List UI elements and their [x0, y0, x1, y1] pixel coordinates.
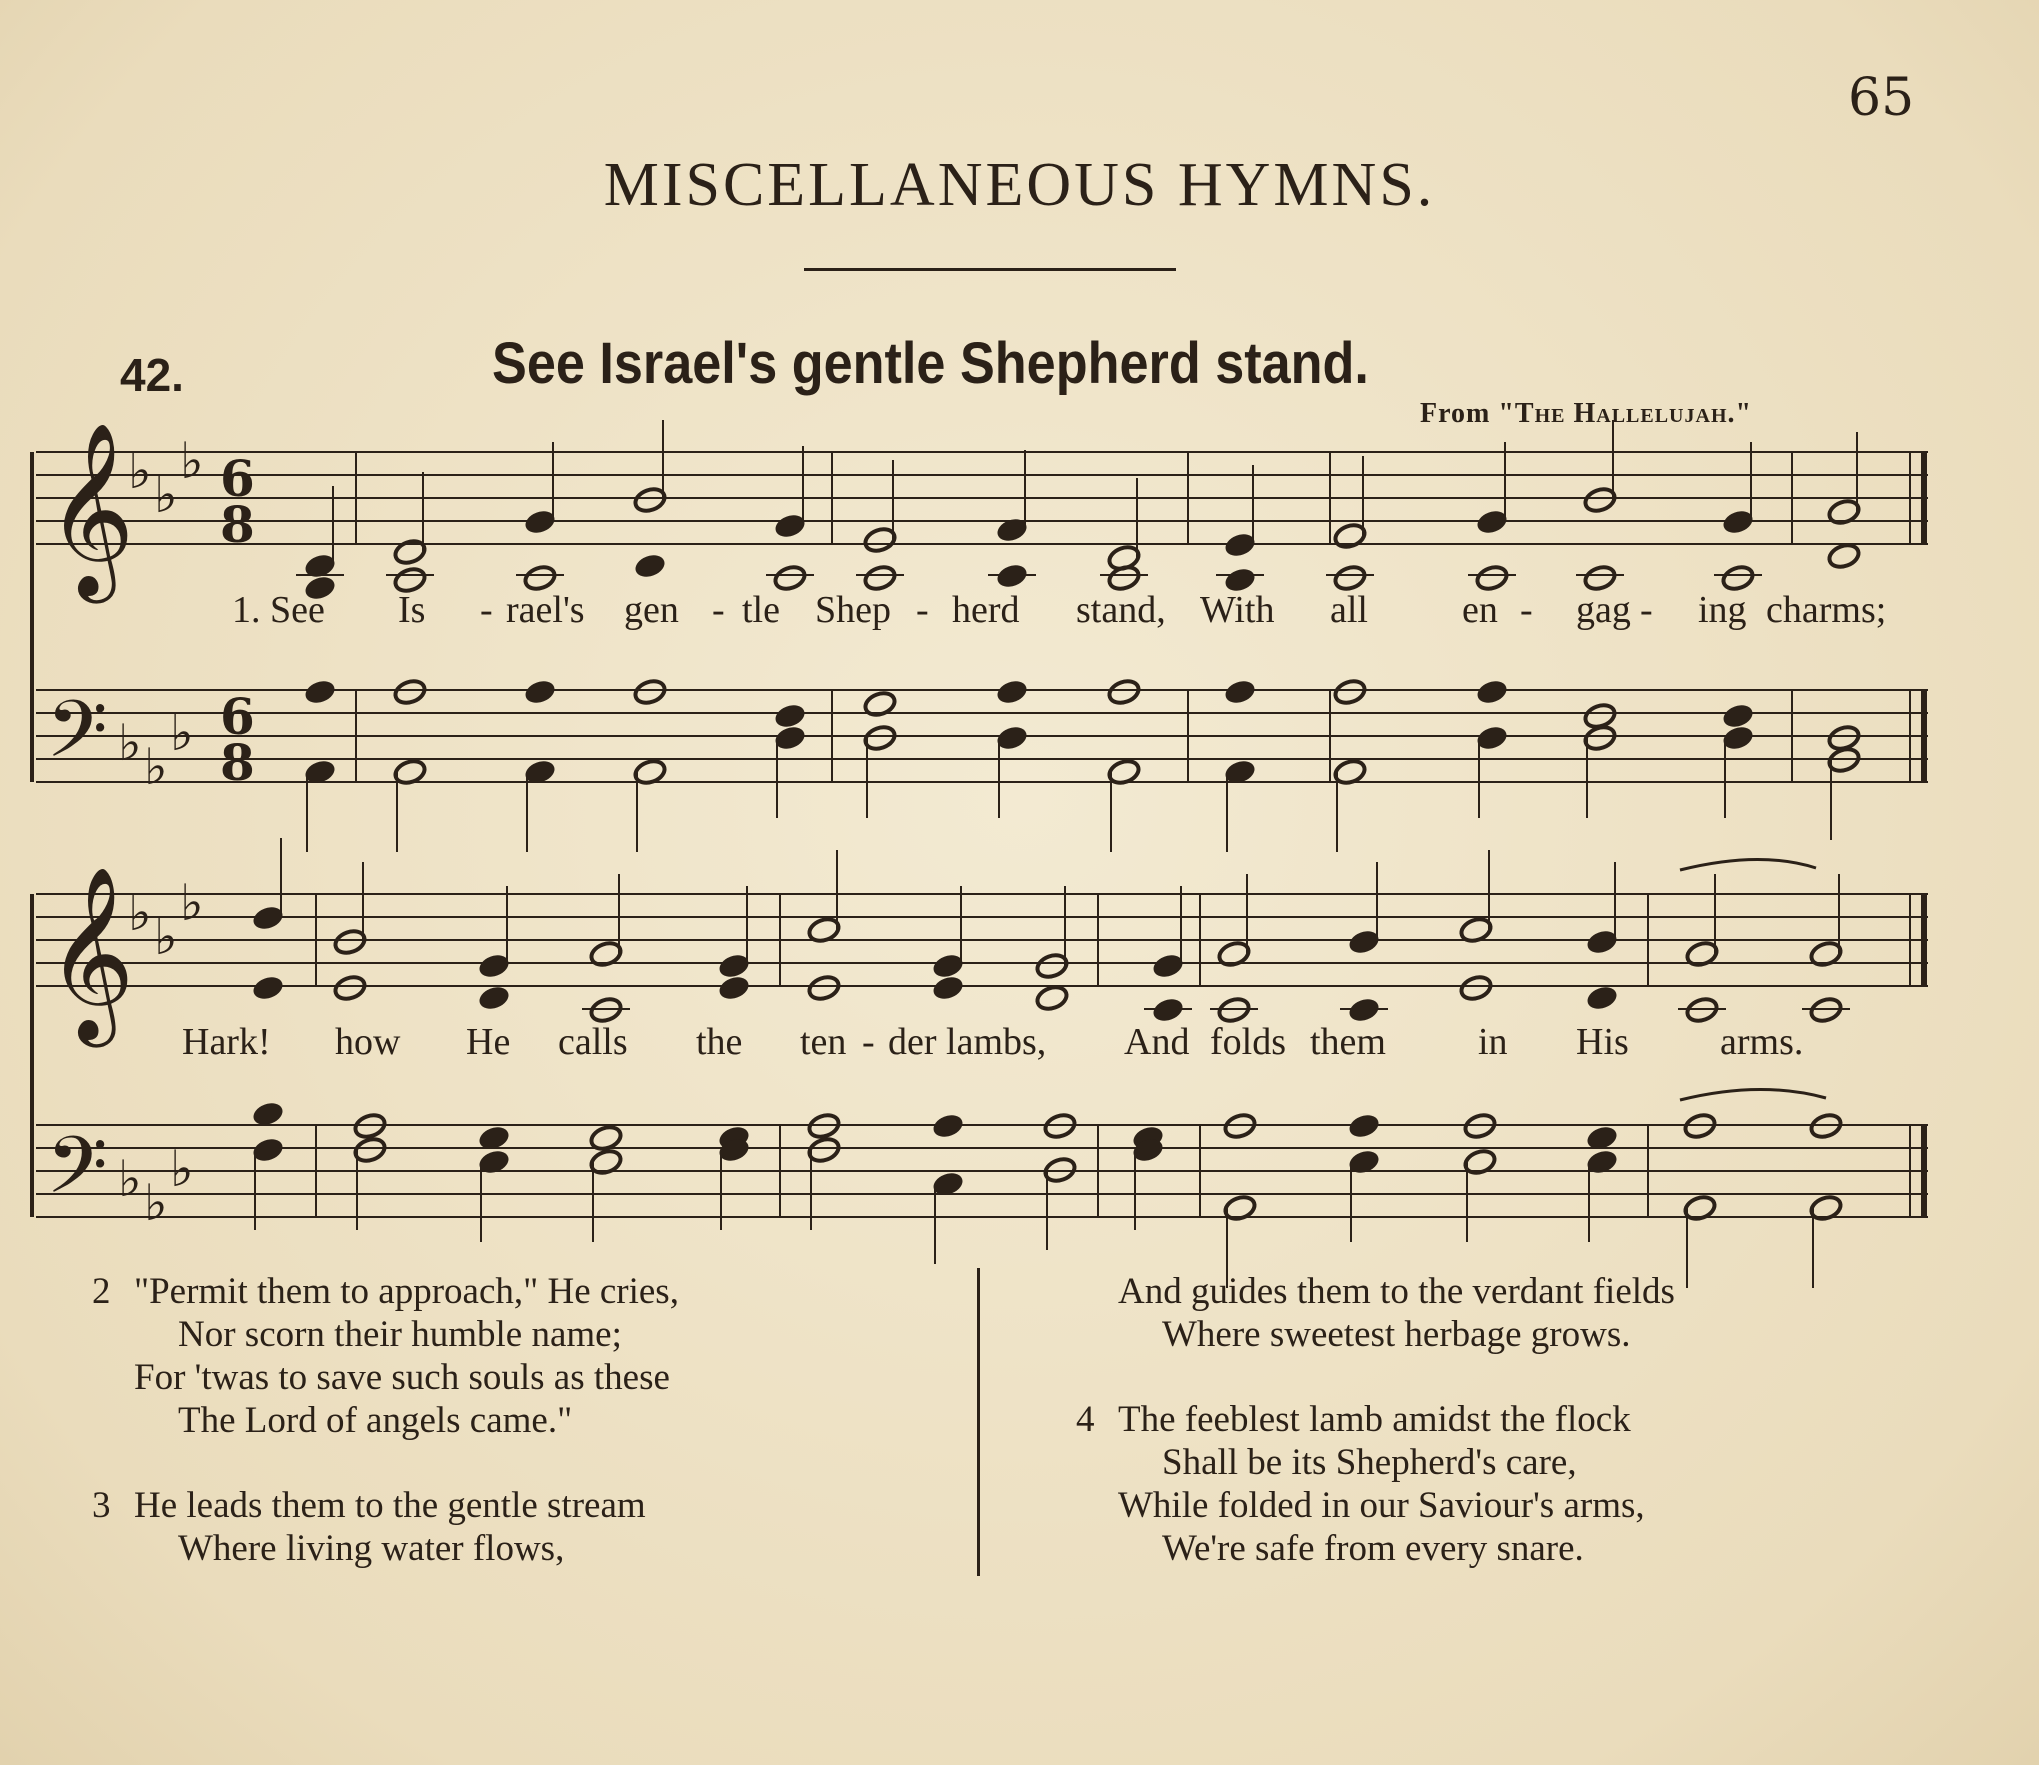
- lyric-syllable: Hark!: [182, 1021, 271, 1063]
- verse-line-text: Where sweetest herbage grows.: [1162, 1314, 1631, 1355]
- key-flat-icon: ♭: [144, 1174, 168, 1232]
- bass-clef-icon: 𝄢: [46, 683, 108, 795]
- verse: [92, 1484, 952, 1570]
- verse-line-text: Shall be its Shepherd's care,: [1162, 1442, 1577, 1483]
- lyric-syllable: herd: [952, 589, 1020, 631]
- verse: [92, 1270, 952, 1442]
- verse-line-text: He leads them to the gentle stream: [134, 1485, 646, 1526]
- verse-line: [1076, 1484, 1976, 1527]
- key-flat-icon: ♭: [144, 738, 168, 796]
- note-head: [250, 973, 285, 1002]
- note-head: [522, 677, 557, 706]
- lyric-syllable: them: [1310, 1021, 1386, 1063]
- lyric-syllable: gen: [624, 589, 679, 631]
- key-flat-icon: ♭: [154, 466, 178, 524]
- time-signature: 8: [220, 733, 255, 792]
- verse-line-text: For 'twas to save such souls as these: [134, 1357, 670, 1398]
- key-flat-icon: ♭: [170, 1140, 194, 1198]
- half-note-head: [1034, 983, 1069, 1012]
- key-flat-icon: ♭: [180, 432, 204, 490]
- lyric-syllable: tle: [742, 589, 780, 631]
- lyrics-line-1: [0, 588, 2039, 636]
- lyric-syllable: With: [1200, 589, 1275, 631]
- lyric-syllable: ing: [1698, 589, 1747, 631]
- source-prefix: From ": [1420, 398, 1515, 429]
- verse-number: 3: [92, 1485, 111, 1526]
- tie-arc: [1680, 859, 1816, 870]
- lyric-syllable: And: [1124, 1021, 1190, 1063]
- verse-line: [92, 1399, 952, 1442]
- hymn-title: See Israel's gentle Shepherd stand.: [492, 331, 1369, 396]
- lyric-syllable: the: [696, 1021, 743, 1063]
- verse-line: [92, 1527, 952, 1570]
- note-head: [476, 983, 511, 1012]
- verse-line: [92, 1356, 952, 1399]
- half-note-head: [1826, 541, 1861, 570]
- lyrics-line-2: [0, 1020, 2039, 1068]
- half-note-head: [392, 677, 427, 706]
- note-head: [772, 701, 807, 730]
- treble-clef-icon: 𝄞: [46, 866, 135, 1040]
- lyric-syllable: -: [1640, 589, 1653, 631]
- note-head: [632, 551, 667, 580]
- half-note-head: [862, 689, 897, 718]
- lyric-syllable: stand,: [1076, 589, 1166, 631]
- lyric-syllable: arms.: [1720, 1021, 1804, 1063]
- key-flat-icon: ♭: [128, 442, 152, 500]
- lyric-syllable: His: [1576, 1021, 1629, 1063]
- source-name: The Hallelujah.: [1514, 398, 1736, 429]
- lyric-syllable: -: [1520, 589, 1533, 631]
- verse-divider: [977, 1268, 980, 1576]
- verse-line-text: Nor scorn their humble name;: [178, 1314, 622, 1355]
- verse-line: [1076, 1398, 1976, 1441]
- verse-line-text: The feeblest lamb amidst the flock: [1118, 1399, 1631, 1440]
- lyric-syllable: 1. See: [232, 589, 325, 631]
- lyric-syllable: charms;: [1766, 589, 1887, 631]
- verse-line-text: Where living water flows,: [178, 1528, 565, 1569]
- half-note-head: [806, 973, 841, 1002]
- lyric-syllable: ten: [800, 1021, 847, 1063]
- half-note-head: [1332, 677, 1367, 706]
- key-flat-icon: ♭: [118, 714, 142, 772]
- time-signature: 8: [220, 495, 255, 554]
- lyric-syllable: Is: [398, 589, 426, 631]
- source-suffix: ": [1735, 398, 1753, 429]
- lyric-syllable: all: [1330, 589, 1368, 631]
- section-heading: MISCELLANEOUS HYMNS.: [603, 151, 1436, 219]
- verse-line: [1076, 1441, 1976, 1484]
- half-note-head: [332, 973, 367, 1002]
- note-head: [1720, 701, 1755, 730]
- lyric-syllable: calls: [558, 1021, 628, 1063]
- lyric-syllable: gag: [1576, 589, 1631, 631]
- verse-line: [1076, 1527, 1976, 1570]
- half-note-head: [632, 677, 667, 706]
- verse-line: [1076, 1270, 1976, 1313]
- verse-number: 4: [1076, 1399, 1095, 1440]
- key-flat-icon: ♭: [128, 884, 152, 942]
- verses-left: [92, 1270, 952, 1612]
- note-head: [1474, 677, 1509, 706]
- lyric-syllable: -: [712, 589, 725, 631]
- lyric-syllable: -: [480, 589, 493, 631]
- lyric-syllable: der lambs,: [888, 1021, 1047, 1063]
- note-head: [930, 1111, 965, 1140]
- verse: [1076, 1270, 1976, 1356]
- verse-line: [1076, 1313, 1976, 1356]
- lyric-syllable: -: [862, 1021, 875, 1063]
- note-head: [1346, 1111, 1381, 1140]
- note-head: [302, 677, 337, 706]
- verse-line-text: And guides them to the verdant fields: [1118, 1271, 1675, 1312]
- page-number: 65: [1848, 68, 1915, 128]
- hymn-number: 42.: [120, 349, 184, 401]
- note-head: [1584, 983, 1619, 1012]
- lyric-syllable: folds: [1210, 1021, 1286, 1063]
- note-head: [994, 677, 1029, 706]
- verse-number: 2: [92, 1271, 111, 1312]
- verse-line: [92, 1484, 952, 1527]
- lyric-syllable: en: [1462, 589, 1498, 631]
- lyric-syllable: rael's: [506, 589, 585, 631]
- lyric-syllable: how: [335, 1021, 401, 1063]
- key-flat-icon: ♭: [180, 874, 204, 932]
- lyric-syllable: He: [466, 1021, 511, 1063]
- lyric-syllable: Shep: [815, 589, 891, 631]
- key-flat-icon: ♭: [154, 908, 178, 966]
- verse-line-text: While folded in our Saviour's arms,: [1118, 1485, 1645, 1526]
- time-signature: 6: [220, 687, 255, 746]
- verse-line: [92, 1313, 952, 1356]
- verses-right: [1076, 1270, 1976, 1612]
- treble-clef-icon: 𝄞: [46, 422, 135, 596]
- time-signature: 6: [220, 449, 255, 508]
- half-note-head: [1106, 677, 1141, 706]
- note-head: [1222, 677, 1257, 706]
- verse-line-text: The Lord of angels came.": [178, 1400, 573, 1441]
- verse-line-text: We're safe from every snare.: [1162, 1528, 1584, 1569]
- half-note-head: [1458, 973, 1493, 1002]
- verse: [1076, 1398, 1976, 1570]
- tie-arc: [1680, 1089, 1826, 1100]
- note-head: [930, 973, 965, 1002]
- key-flat-icon: ♭: [118, 1150, 142, 1208]
- note-head: [716, 973, 751, 1002]
- lyric-syllable: in: [1478, 1021, 1508, 1063]
- key-flat-icon: ♭: [170, 704, 194, 762]
- verse-line-text: "Permit them to approach," He cries,: [134, 1271, 679, 1312]
- bass-clef-icon: 𝄢: [46, 1119, 108, 1231]
- lyric-syllable: -: [916, 589, 929, 631]
- verse-line: [92, 1270, 952, 1313]
